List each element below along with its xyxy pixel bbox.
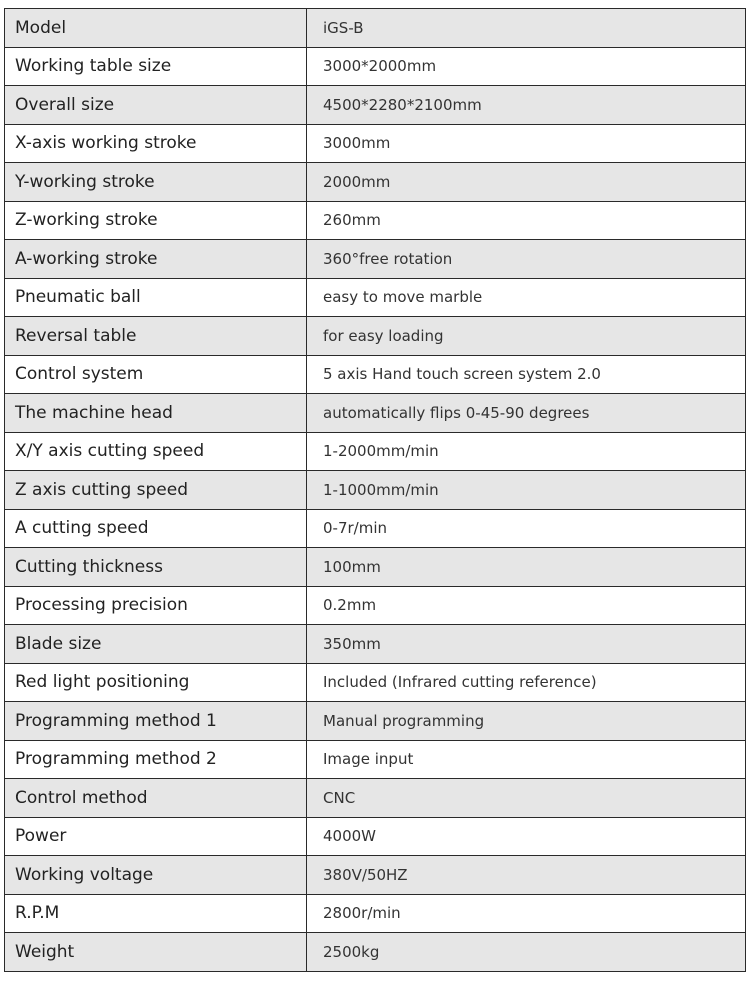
table-row: [5, 201, 746, 240]
spec-label: Y-working stroke: [5, 163, 307, 202]
table-row: [5, 124, 746, 163]
spec-table: [4, 8, 746, 972]
spec-value: 260mm: [307, 201, 746, 240]
table-row: [5, 86, 746, 125]
spec-value: 1-1000mm/min: [307, 471, 746, 510]
table-row: [5, 817, 746, 856]
spec-value: Manual programming: [307, 702, 746, 741]
table-row: [5, 663, 746, 702]
spec-label: Programming method 2: [5, 740, 307, 779]
spec-value: 2500kg: [307, 933, 746, 972]
spec-value: 2000mm: [307, 163, 746, 202]
spec-value: 1-2000mm/min: [307, 432, 746, 471]
spec-value: 2800r/min: [307, 894, 746, 933]
table-row: [5, 548, 746, 587]
spec-label: A-working stroke: [5, 240, 307, 279]
table-row: [5, 779, 746, 818]
spec-label: A cutting speed: [5, 509, 307, 548]
table-row: [5, 432, 746, 471]
spec-value: Image input: [307, 740, 746, 779]
spec-value: for easy loading: [307, 317, 746, 356]
spec-label: Programming method 1: [5, 702, 307, 741]
spec-label: Control method: [5, 779, 307, 818]
spec-value: automatically flips 0-45-90 degrees: [307, 394, 746, 433]
spec-value: 0.2mm: [307, 586, 746, 625]
spec-label: Overall size: [5, 86, 307, 125]
spec-value: 380V/50HZ: [307, 856, 746, 895]
spec-label: Model: [5, 9, 307, 48]
spec-label: Control system: [5, 355, 307, 394]
spec-value: Included (Infrared cutting reference): [307, 663, 746, 702]
table-row: [5, 355, 746, 394]
table-row: [5, 163, 746, 202]
spec-label: X/Y axis cutting speed: [5, 432, 307, 471]
spec-value: 360°free rotation: [307, 240, 746, 279]
spec-value: 5 axis Hand touch screen system 2.0: [307, 355, 746, 394]
table-row: [5, 933, 746, 972]
spec-value: 0-7r/min: [307, 509, 746, 548]
spec-label: Processing precision: [5, 586, 307, 625]
spec-label: Z-working stroke: [5, 201, 307, 240]
spec-label: R.P.M: [5, 894, 307, 933]
table-row: [5, 586, 746, 625]
spec-label: Working table size: [5, 47, 307, 86]
spec-label: Cutting thickness: [5, 548, 307, 587]
table-row: [5, 625, 746, 664]
table-row: [5, 278, 746, 317]
spec-value: 3000*2000mm: [307, 47, 746, 86]
table-row: [5, 240, 746, 279]
spec-label: Reversal table: [5, 317, 307, 356]
spec-value: easy to move marble: [307, 278, 746, 317]
spec-label: The machine head: [5, 394, 307, 433]
spec-value: 350mm: [307, 625, 746, 664]
spec-value: 100mm: [307, 548, 746, 587]
spec-label: Working voltage: [5, 856, 307, 895]
table-row: [5, 856, 746, 895]
table-row: [5, 740, 746, 779]
table-row: [5, 894, 746, 933]
table-row: [5, 702, 746, 741]
spec-label: Power: [5, 817, 307, 856]
spec-value: CNC: [307, 779, 746, 818]
spec-label: X-axis working stroke: [5, 124, 307, 163]
table-row: [5, 9, 746, 48]
spec-label: Z axis cutting speed: [5, 471, 307, 510]
spec-value: iGS-B: [307, 9, 746, 48]
spec-label: Pneumatic ball: [5, 278, 307, 317]
table-row: [5, 317, 746, 356]
table-row: [5, 394, 746, 433]
table-row: [5, 471, 746, 510]
spec-label: Red light positioning: [5, 663, 307, 702]
spec-value: 4000W: [307, 817, 746, 856]
spec-value: 3000mm: [307, 124, 746, 163]
spec-value: 4500*2280*2100mm: [307, 86, 746, 125]
spec-label: Blade size: [5, 625, 307, 664]
table-row: [5, 509, 746, 548]
spec-label: Weight: [5, 933, 307, 972]
table-row: [5, 47, 746, 86]
